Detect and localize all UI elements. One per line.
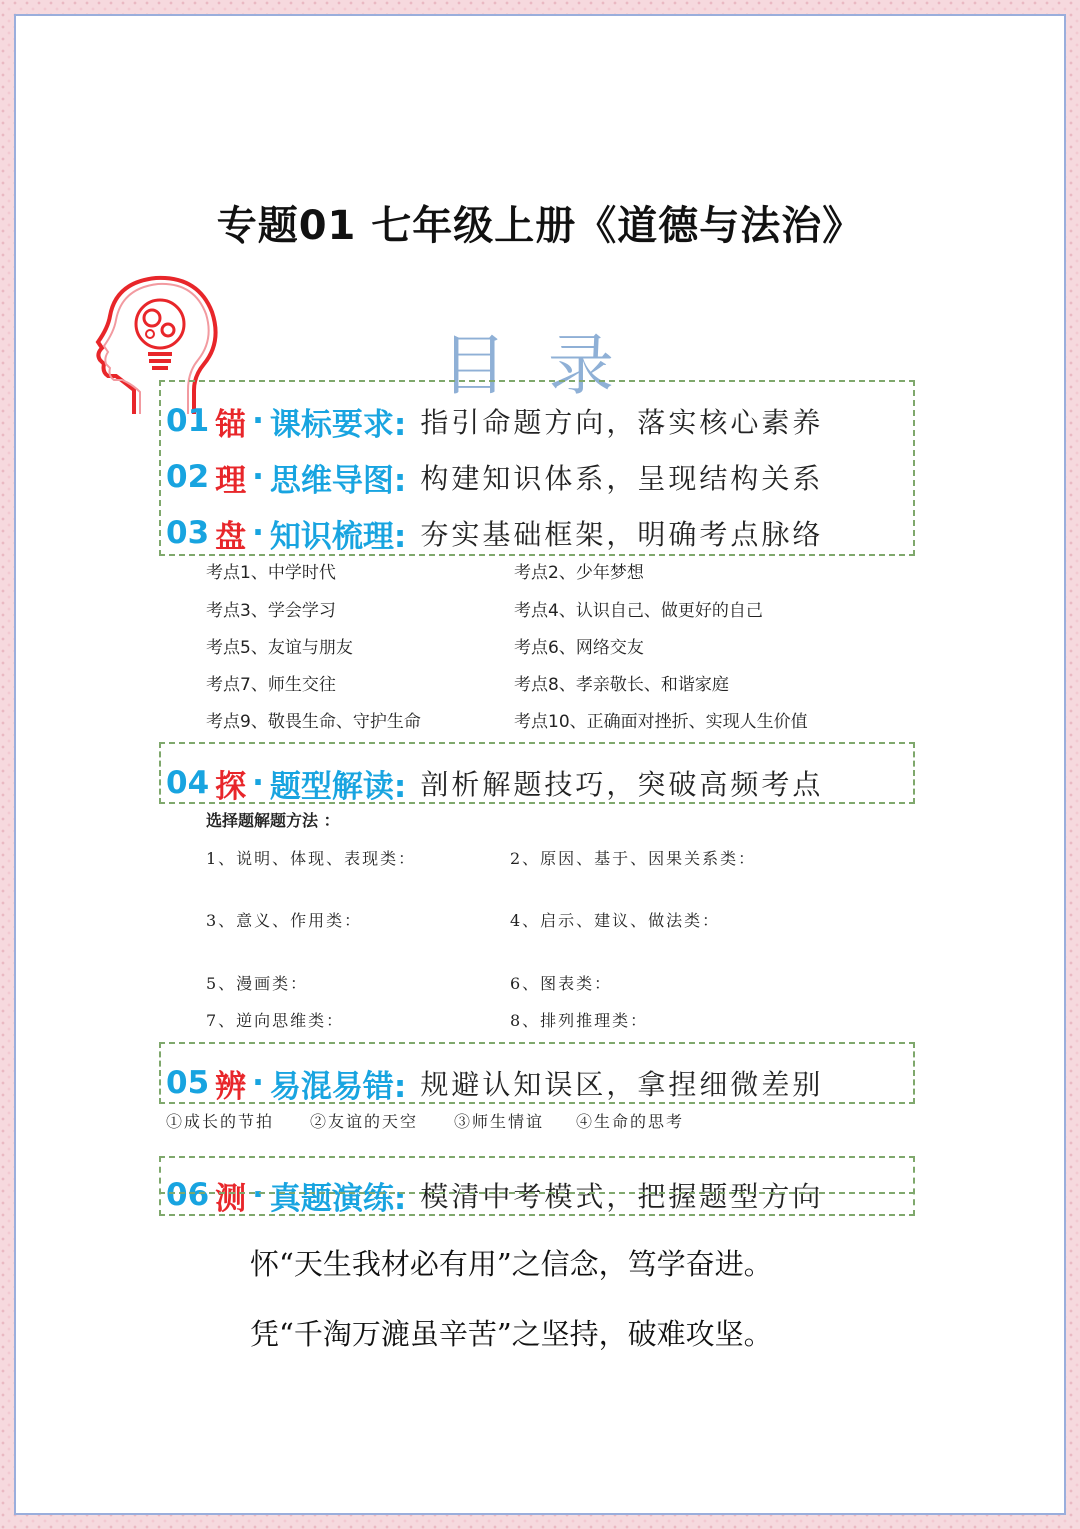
confusion-item: ④生命的思考	[576, 1112, 685, 1131]
section-char: 辨	[215, 1068, 247, 1105]
section-name: 易混易错:	[269, 1068, 407, 1105]
section-dot: ·	[252, 403, 264, 439]
kaodian-item: 考点10、正确面对挫折、实现人生价值	[514, 712, 808, 732]
methods-title: 选择题解题方法 ：	[206, 811, 340, 830]
kaodian-item: 考点9、敬畏生命、守护生命	[206, 712, 421, 732]
section-02	[166, 452, 823, 502]
section-name: 知识梳理:	[269, 518, 407, 555]
kaodian-item: 考点2、少年梦想	[514, 563, 644, 583]
section-dot: ·	[252, 1177, 264, 1213]
section-04	[166, 758, 823, 808]
section-char: 测	[215, 1180, 247, 1217]
section-06	[166, 1170, 823, 1220]
method-item: 2、原因、基于、因果关系类：	[510, 849, 757, 868]
section-number: 02	[166, 459, 210, 495]
section-name: 真题演练:	[269, 1180, 407, 1217]
kaodian-item: 考点8、孝亲敬长、和谐家庭	[514, 675, 729, 695]
section-number: 03	[166, 515, 210, 551]
section-char: 探	[215, 768, 247, 805]
method-item: 3、意义、作用类：	[206, 911, 363, 930]
quote-line: 凭“千淘万漉虽辛苦”之坚持，破难攻坚。	[250, 1317, 773, 1351]
section-desc: 规避认知误区，拿捏细微差别	[420, 1068, 824, 1101]
section-desc: 夯实基础框架，明确考点脉络	[420, 518, 824, 551]
section-dot: ·	[252, 765, 264, 801]
section-number: 06	[166, 1177, 210, 1213]
confusion-item: ②友谊的天空	[310, 1112, 419, 1131]
section-06-bottom-border	[159, 1192, 915, 1194]
document-page	[14, 14, 1066, 1515]
section-03	[166, 508, 823, 558]
section-dot: ·	[252, 515, 264, 551]
method-item: 4、启示、建议、做法类：	[510, 911, 721, 930]
section-05	[166, 1058, 823, 1108]
kaodian-item: 考点1、中学时代	[206, 563, 336, 583]
kaodian-item: 考点3、学会学习	[206, 601, 336, 621]
method-item: 6、图表类：	[510, 974, 613, 993]
confusion-item: ③师生情谊	[454, 1112, 545, 1131]
section-desc: 剖析解题技巧，突破高频考点	[420, 768, 824, 801]
quote-line: 怀“天生我材必有用”之信念，笃学奋进。	[250, 1247, 773, 1281]
section-01	[166, 396, 823, 446]
kaodian-item: 考点5、友谊与朋友	[206, 638, 353, 658]
section-char: 理	[215, 462, 247, 499]
method-item: 7、逆向思维类：	[206, 1011, 345, 1030]
toc-title: 目 录	[441, 327, 624, 404]
page-title: 专题01 七年级上册《道德与法治》	[216, 203, 864, 249]
section-desc: 指引命题方向，落实核心素养	[420, 406, 824, 439]
section-number: 01	[166, 403, 210, 439]
section-number: 04	[166, 765, 210, 801]
confusion-item: ①成长的节拍	[166, 1112, 275, 1131]
section-name: 题型解读:	[269, 768, 407, 805]
section-06-clip	[159, 1156, 915, 1217]
section-number: 05	[166, 1065, 210, 1101]
section-desc: 模清中考模式，把握题型方向	[420, 1180, 824, 1213]
section-name: 思维导图:	[269, 462, 407, 499]
method-item: 1、说明、体现、表现类：	[206, 849, 417, 868]
section-dot: ·	[252, 1065, 264, 1101]
section-dot: ·	[252, 459, 264, 495]
method-item: 8、排列推理类：	[510, 1011, 649, 1030]
section-name: 课标要求:	[269, 406, 407, 443]
method-item: 5、漫画类：	[206, 974, 309, 993]
kaodian-item: 考点4、认识自己、做更好的自己	[514, 601, 763, 621]
kaodian-item: 考点7、师生交往	[206, 675, 336, 695]
kaodian-item: 考点6、网络交友	[514, 638, 644, 658]
section-char: 锚	[215, 406, 247, 443]
section-desc: 构建知识体系，呈现结构关系	[420, 462, 824, 495]
section-char: 盘	[215, 518, 247, 555]
